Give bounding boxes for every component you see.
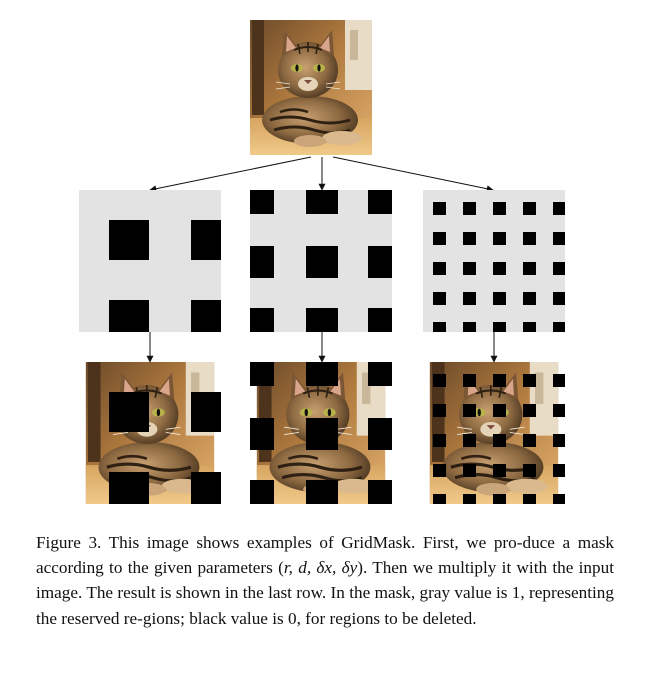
gridmask-shifted bbox=[250, 190, 392, 332]
input-cat-photo bbox=[250, 20, 372, 155]
figure-caption bbox=[36, 530, 614, 631]
masked-cat-coarse bbox=[86, 362, 221, 504]
gridmask-fine bbox=[423, 190, 565, 332]
caption-params: r, d, δx, δy bbox=[283, 558, 358, 578]
arrows-input-to-masks bbox=[150, 157, 493, 190]
arrows-mask-to-result bbox=[150, 332, 494, 362]
caption-part-1: Figure 3. This image shows examples of GridMask. First, we pro-duce a mask according to the given parameters ( bbox=[36, 533, 614, 578]
masked-cat-shifted bbox=[250, 362, 392, 504]
masked-cat-fine bbox=[430, 362, 565, 504]
caption-part-2: ). Then we multiply it with the input image. The result is shown in the last row. In the mask, gray value is 1, representing the reserved re-gions; black value is 0, for regions to be deleted. bbox=[36, 558, 614, 628]
gridmask-coarse bbox=[79, 190, 221, 332]
